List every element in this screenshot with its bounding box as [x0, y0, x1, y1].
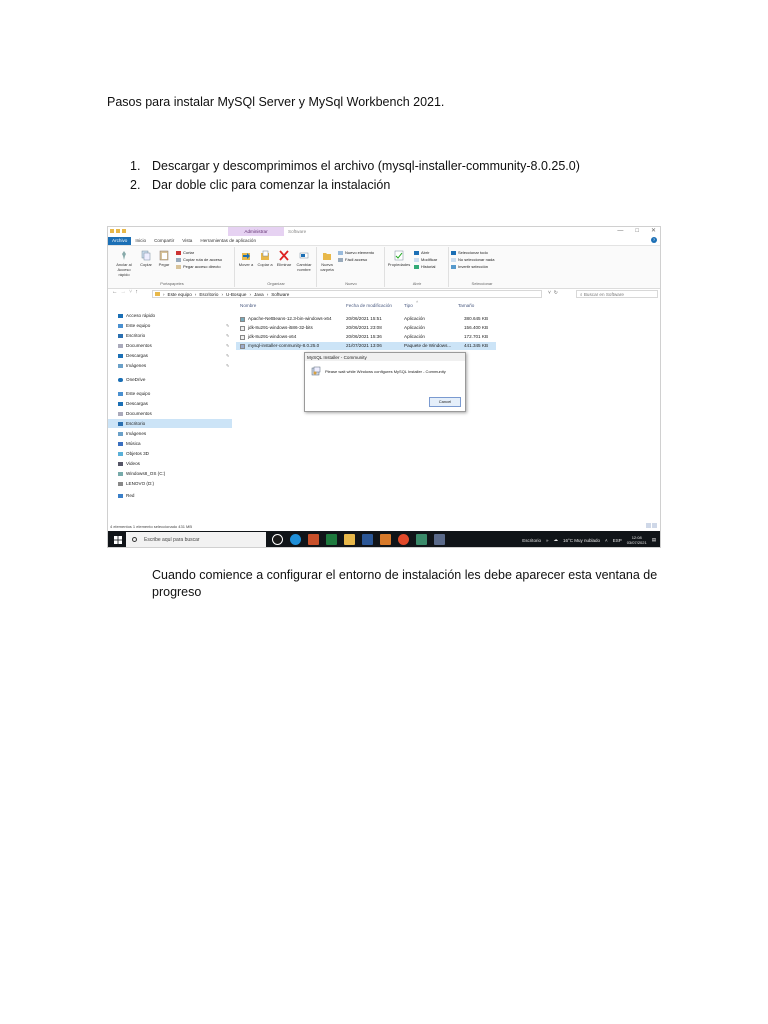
ribbon-tabs: [108, 237, 660, 245]
drive-icon: [118, 482, 123, 486]
file-name: mysql-installer-community-8.0.25.0: [248, 343, 320, 348]
breadcrumb-sep: ›: [221, 291, 224, 297]
open-icon: [414, 251, 419, 255]
tab-herramientas-aplicacion[interactable]: Herramientas de aplicación: [200, 238, 257, 243]
desktop-icon: [118, 422, 123, 426]
open-button[interactable]: [414, 250, 429, 255]
details-view-icon[interactable]: [646, 523, 651, 528]
tab-compartir[interactable]: Compartir: [154, 238, 175, 243]
tab-vista[interactable]: Vista: [182, 238, 193, 243]
tab-administrar[interactable]: Administrar: [228, 227, 284, 236]
computer-icon: [118, 324, 123, 328]
select-all-label: Seleccionar todo: [458, 250, 488, 255]
folder-icon[interactable]: [110, 229, 114, 233]
copy-to-label: Copiar a: [257, 262, 273, 267]
msi-package-icon: [240, 344, 245, 349]
installer-icon: [311, 366, 321, 376]
refresh-icon[interactable]: ˅ ↻: [548, 290, 558, 296]
taskbar-apps: [272, 534, 445, 545]
download-icon: [118, 402, 123, 406]
group-organizar: [236, 247, 317, 287]
scissors-icon: [176, 251, 181, 255]
invert-selection-icon: [451, 265, 456, 269]
edit-button[interactable]: [414, 257, 437, 262]
pin-icon: ✎: [226, 333, 230, 338]
breadcrumb-sep: ›: [249, 291, 251, 297]
move-to-button[interactable]: [237, 250, 255, 267]
window-title: Software: [288, 229, 307, 234]
group-label: Portapapeles: [160, 281, 184, 286]
save-icon[interactable]: [116, 229, 120, 233]
breadcrumb[interactable]: [152, 290, 542, 298]
easy-access-label: Fácil acceso: [345, 257, 368, 262]
taskbar-search-input[interactable]: [126, 532, 266, 548]
history-button[interactable]: [414, 264, 435, 269]
nav-item-windows-drive[interactable]: [118, 469, 232, 478]
breadcrumb-sep: ›: [163, 291, 165, 297]
step-number: 2.: [130, 178, 141, 192]
file-date: 21/07/2021 13:06: [346, 343, 382, 348]
nav-label: Descargas: [126, 353, 148, 358]
breadcrumb-item[interactable]: Este equipo: [167, 291, 192, 297]
nav-item-musica[interactable]: [118, 439, 232, 448]
chrome-icon[interactable]: [398, 534, 409, 545]
nav-label: Windows8_OS (C:): [126, 471, 166, 476]
rename-icon: [299, 250, 309, 261]
status-bar: 4 elementos 1 elemento seleccionado 431 MB: [110, 524, 193, 529]
properties-check-icon: [394, 250, 404, 261]
pictures-icon: [118, 364, 123, 368]
dialog-title: MySQL Installer - Community: [307, 355, 367, 360]
copy-to-button[interactable]: [256, 250, 274, 267]
pin-label: Anclar al Acceso rápido: [116, 262, 132, 277]
copy-to-icon: [260, 250, 270, 261]
file-size: 380.645 KB: [464, 316, 489, 321]
cancel-button[interactable]: Cancel: [429, 397, 461, 407]
nav-item-este-equipo-2[interactable]: [118, 389, 232, 398]
group-abrir: [386, 247, 449, 287]
document-icon: [118, 412, 123, 416]
column-header-type[interactable]: Tipo: [404, 303, 413, 308]
sort-caret-icon: ˄: [416, 299, 419, 304]
delete-label: Eliminar: [276, 262, 292, 267]
select-all-button[interactable]: [451, 250, 488, 255]
document-title: Pasos para instalar MySQl Server y MySql Workbench 2021.: [107, 95, 445, 109]
cut-button[interactable]: [176, 250, 194, 255]
invert-selection-button[interactable]: [451, 264, 488, 269]
window-controls: [617, 227, 656, 236]
new-folder-label: Nueva carpeta: [320, 262, 334, 272]
chevron-up-icon[interactable]: ˄: [605, 537, 608, 543]
file-explorer-icon[interactable]: [344, 534, 355, 545]
nav-label: Documentos: [126, 343, 152, 348]
easy-access-icon: [338, 258, 343, 262]
file-size: 156.400 KB: [464, 325, 489, 330]
nav-label: Objetos 3D: [126, 451, 149, 456]
window-titlebar: [108, 227, 660, 237]
quick-access-toolbar: [110, 229, 126, 233]
drive-icon: [118, 472, 123, 476]
nav-label: Acceso rápido: [126, 313, 156, 318]
taskbar: [108, 531, 660, 548]
folder-icon[interactable]: [122, 229, 126, 233]
copy-label: Copiar: [140, 262, 152, 267]
copy-path-button[interactable]: [176, 257, 222, 262]
new-item-button[interactable]: [338, 250, 374, 255]
powerpoint-icon[interactable]: [308, 534, 319, 545]
clock-date: 03/07/2021: [626, 540, 647, 545]
minimize-button[interactable]: —: [617, 228, 624, 234]
file-date: 20/06/2021 15:36: [346, 334, 382, 339]
help-icon[interactable]: ?: [652, 237, 656, 242]
nav-item-videos[interactable]: [118, 459, 232, 468]
video-icon: [118, 462, 123, 466]
folder-icon: [155, 292, 160, 296]
step-text: Descargar y descomprimimos el archivo (mysql-installer-community-8.0.25.0): [152, 159, 580, 173]
invert-selection-label: Invertir selección: [458, 264, 489, 269]
nav-item-acceso-rapido[interactable]: [118, 311, 232, 320]
nav-label: Este equipo: [126, 391, 151, 396]
dialog-message: Please wait while Windows configures MySQL Installer - Community: [325, 369, 446, 374]
easy-access-button[interactable]: [338, 257, 367, 262]
nav-label: Documentos: [126, 411, 152, 416]
paste-button[interactable]: [156, 250, 172, 267]
tiles-view-icon[interactable]: [652, 523, 657, 528]
file-type: Aplicación: [404, 316, 425, 321]
steps-list: [130, 157, 580, 195]
path-icon: [176, 258, 181, 262]
breadcrumb-item[interactable]: Java: [253, 291, 264, 297]
ribbon: [108, 245, 660, 289]
table-row[interactable]: [236, 324, 496, 332]
properties-label: Propiedades: [387, 262, 411, 267]
pin-icon: [119, 250, 129, 261]
nav-item-documentos-2[interactable]: [118, 409, 232, 418]
nav-label: Descargas: [126, 401, 148, 406]
nav-item-documentos[interactable]: [118, 341, 232, 350]
java-installer-icon: [240, 326, 245, 331]
step-item: [130, 176, 580, 195]
language-indicator[interactable]: ESP: [612, 537, 622, 543]
nav-label: Imágenes: [126, 363, 147, 368]
word-icon[interactable]: [362, 534, 373, 545]
taskbar-search-placeholder: Escribe aquí para buscar: [144, 537, 200, 543]
mysql-installer-dialog: [304, 352, 466, 412]
maximize-button[interactable]: □: [635, 228, 639, 234]
pin-icon: ✎: [226, 353, 230, 358]
pin-button[interactable]: [112, 250, 136, 277]
breadcrumb-item[interactable]: Escritorio: [199, 291, 219, 297]
nav-arrows: [112, 289, 141, 295]
view-toggle: [646, 523, 657, 528]
search-icon: [132, 537, 137, 542]
search-placeholder: Buscar en Software: [583, 292, 624, 297]
edit-label: Modificar: [421, 257, 438, 262]
file-date: 20/06/2021 23:08: [346, 325, 382, 330]
forward-arrow-icon[interactable]: →: [120, 289, 129, 295]
up-arrow-icon[interactable]: ↑: [135, 289, 141, 295]
clock-time: 12:08: [631, 535, 642, 540]
edge-icon[interactable]: [290, 534, 301, 545]
task-view-icon[interactable]: [272, 534, 283, 545]
network-icon: [118, 494, 123, 498]
nav-item-descargas-2[interactable]: [118, 399, 232, 408]
column-header-size[interactable]: Tamaño: [458, 303, 475, 308]
document-icon: [118, 344, 123, 348]
step-number: 1.: [130, 159, 141, 173]
navigation-pane: [108, 301, 232, 531]
desktop-toolbar-label[interactable]: Escritorio: [522, 537, 541, 543]
pin-icon: ✎: [226, 343, 230, 348]
history-label: Historial: [421, 264, 436, 269]
download-icon: [118, 354, 123, 358]
copy-icon: [141, 250, 151, 261]
group-nuevo: [318, 247, 385, 287]
sublime-icon[interactable]: [380, 534, 391, 545]
select-none-icon: [451, 258, 456, 262]
caption-text: Cuando comience a configurar el entorno de instalación les debe aparecer esta ventana de progreso: [152, 568, 658, 599]
back-arrow-icon[interactable]: ←: [112, 289, 121, 295]
group-label: Nuevo: [345, 281, 357, 286]
netbeans-icon: [240, 317, 245, 322]
file-name: Apache-NetBeans-12.3-bin-windows-x64: [248, 316, 332, 321]
nav-label: Red: [126, 493, 135, 498]
open-label: Abrir: [421, 250, 430, 255]
nav-item-onedrive[interactable]: [118, 375, 232, 384]
pictures-icon: [118, 432, 123, 436]
file-name: jdk-8u291-windows-x64: [248, 334, 297, 339]
explorer-screenshot: [107, 226, 661, 548]
column-header-name[interactable]: Nombre: [240, 303, 257, 308]
search-icon: ⌕: [580, 292, 584, 297]
history-icon: [414, 265, 419, 269]
step-text: Dar doble clic para comenzar la instalación: [152, 178, 391, 192]
installer-taskbar-icon[interactable]: [434, 534, 445, 545]
nav-label: Videos: [126, 461, 140, 466]
cut-label: Cortar: [183, 250, 195, 255]
group-portapapeles: [110, 247, 235, 287]
nav-label: Imágenes: [126, 431, 147, 436]
file-name: jdk-8u291-windows-i586-32-bits: [248, 325, 313, 330]
nav-label: Escritorio: [126, 333, 146, 338]
properties-button[interactable]: [386, 250, 412, 267]
select-all-icon: [451, 251, 456, 255]
nav-item-objetos-3d[interactable]: [118, 449, 232, 458]
file-type: Aplicación: [404, 334, 425, 339]
weather-text[interactable]: 16°C Muy nublado: [562, 537, 601, 543]
pin-icon: ✎: [226, 323, 230, 328]
table-row[interactable]: [236, 342, 496, 350]
nav-item-red[interactable]: [118, 491, 232, 500]
nav-label: Música: [126, 441, 141, 446]
new-folder-icon: [322, 250, 332, 261]
file-size: 172.701 KB: [464, 334, 489, 339]
delete-button[interactable]: [275, 250, 293, 267]
table-row[interactable]: [236, 315, 496, 323]
tab-inicio[interactable]: Inicio: [135, 238, 147, 243]
paste-label: Pegar: [158, 262, 170, 267]
system-tray: [522, 531, 660, 548]
excel-icon[interactable]: [326, 534, 337, 545]
file-size: 441.345 KB: [464, 343, 489, 348]
breadcrumb-item[interactable]: U-Bosque: [226, 291, 247, 297]
breadcrumb-item[interactable]: Software: [271, 291, 290, 297]
notification-icon[interactable]: ▤: [651, 537, 656, 542]
group-seleccionar: [450, 247, 514, 287]
java-installer-icon: [240, 335, 245, 340]
rename-label: Cambiar nombre: [296, 262, 312, 272]
music-icon: [118, 442, 123, 446]
weather-icon: ☁: [553, 537, 558, 542]
nav-item-escritorio-2[interactable]: [108, 419, 232, 428]
chevron-down-icon[interactable]: ˅: [129, 289, 136, 295]
dialog-body: [305, 361, 465, 411]
nav-item-este-equipo[interactable]: [118, 321, 232, 330]
rename-button[interactable]: [294, 250, 314, 272]
nav-label: Escritorio: [126, 421, 146, 426]
table-row[interactable]: [236, 333, 496, 341]
close-button[interactable]: ✕: [650, 228, 656, 234]
paste-shortcut-button[interactable]: [176, 264, 221, 269]
nav-item-escritorio[interactable]: [118, 331, 232, 340]
paste-shortcut-label: Pegar acceso directo: [183, 264, 221, 269]
nav-item-imagenes[interactable]: [118, 361, 232, 370]
nav-item-imagenes-2[interactable]: [118, 429, 232, 438]
desktop-icon: [118, 334, 123, 338]
move-to-icon: [241, 250, 251, 261]
copy-path-label: Copiar ruta de acceso: [183, 257, 223, 262]
edit-icon: [414, 258, 419, 262]
file-date: 20/06/2021 15:51: [346, 316, 382, 321]
nav-item-descargas[interactable]: [118, 351, 232, 360]
group-label: Abrir: [412, 281, 422, 286]
breadcrumb-sep: ›: [266, 291, 269, 297]
new-item-label: Nuevo elemento: [345, 250, 375, 255]
column-header-date[interactable]: Fecha de modificación: [346, 303, 392, 308]
copy-button[interactable]: [138, 250, 154, 267]
cube-icon: [118, 452, 123, 456]
star-icon: [118, 314, 123, 318]
clock[interactable]: [627, 535, 647, 545]
delete-x-icon: [279, 250, 289, 261]
windows-start-icon[interactable]: [114, 536, 122, 544]
chevron-up-icon[interactable]: »: [545, 537, 549, 543]
nav-label: LENOVO (D:): [126, 481, 155, 486]
cloud-icon: [118, 378, 123, 382]
clipboard-icon: [159, 250, 169, 261]
group-label: Organizar: [267, 281, 285, 286]
new-folder-button[interactable]: [318, 250, 336, 272]
shortcut-icon: [176, 265, 181, 269]
move-to-label: Mover a: [238, 262, 254, 267]
nav-item-lenovo-drive[interactable]: [118, 479, 232, 488]
select-none-label: No seleccionar nada: [458, 257, 495, 262]
nav-label: OneDrive: [126, 377, 146, 382]
tab-archivo[interactable]: Archivo: [108, 237, 131, 245]
search-input[interactable]: [576, 290, 658, 298]
new-item-icon: [338, 251, 343, 255]
breadcrumb-sep: ›: [194, 291, 197, 297]
step-item: [130, 157, 580, 176]
group-label: Seleccionar: [471, 281, 493, 286]
file-type: Paquete de Windows...: [404, 343, 452, 348]
app-icon[interactable]: [416, 534, 427, 545]
computer-icon: [118, 392, 123, 396]
nav-label: Este equipo: [126, 323, 151, 328]
file-type: Aplicación: [404, 325, 425, 330]
select-none-button[interactable]: [451, 257, 494, 262]
pin-icon: ✎: [226, 363, 230, 368]
